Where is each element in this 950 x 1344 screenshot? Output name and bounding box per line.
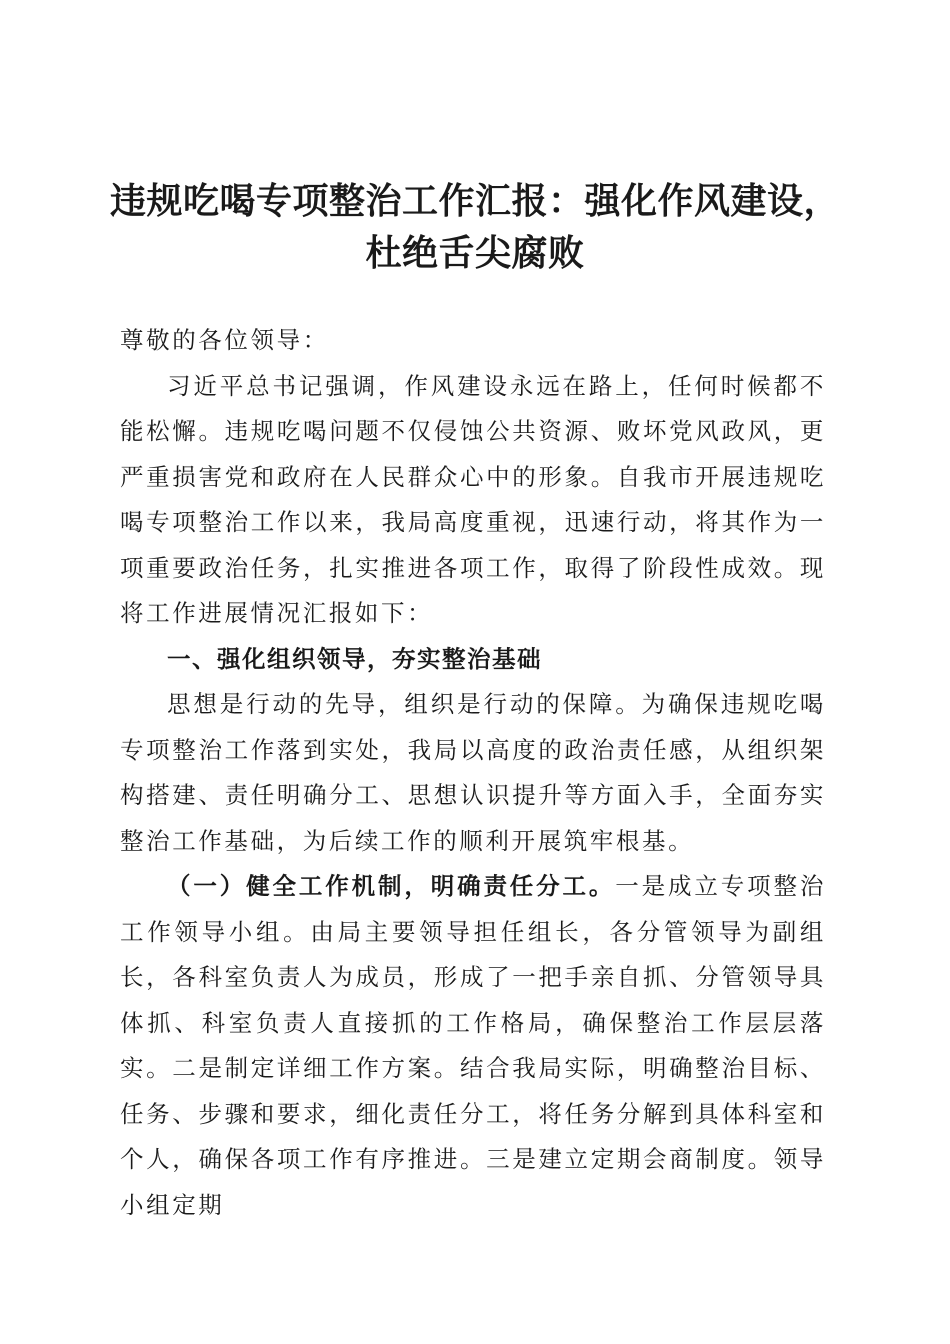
salutation: 尊敬的各位领导： xyxy=(120,326,329,354)
intro-paragraph: 习近平总书记强调，作风建设永远在路上，任何时候都不能松懈。违规吃喝问题不仅侵蚀公共资源、败坏党风政风，更严重损害党和政府在人民群众心中的形象。自我市开展违规吃喝专项整治工作以来，我局高度重视，迅速行动，将其作为一项重要政治任务，扎实推进各项工作，取得了阶段性成效。现将工作进展情况汇报如下： xyxy=(120,371,826,627)
section-1-heading: 一、强化组织领导，夯实整治基础 xyxy=(167,644,542,673)
document-body xyxy=(120,318,826,1228)
title-line-1: 违规吃喝专项整治工作汇报：强化作风建设， xyxy=(109,180,840,222)
document-title xyxy=(60,175,890,279)
subsection-1-paragraph xyxy=(120,864,826,1228)
section-1-paragraph: 思想是行动的先导，组织是行动的保障。为确保违规吃喝专项整治工作落到实处，我局以高度的政治责任感，从组织架构搭建、责任明确分工、思想认识提升等方面入手，全面夯实整治工作基础，为后续工作的顺利开展筑牢根基。 xyxy=(120,690,826,855)
title-line-2: 杜绝舌尖腐败 xyxy=(365,232,585,274)
subsection-1-text: 一是成立专项整治工作领导小组。由局主要领导担任组长，各分管领导为副组长，各科室负责人为成员，形成了一把手亲自抓、分管领导具体抓、科室负责人直接抓的工作格局，确保整治工作层层落实。二是制定详细工作方案。结合我局实际，明确整治目标、任务、步骤和要求，细化责任分工，将任务分解到具体科室和个人，确保各项工作有序推进。三是建立定期会商制度。领导小组定期 xyxy=(120,872,826,1219)
subsection-1-lead: （一）健全工作机制，明确责任分工。 xyxy=(167,872,616,900)
